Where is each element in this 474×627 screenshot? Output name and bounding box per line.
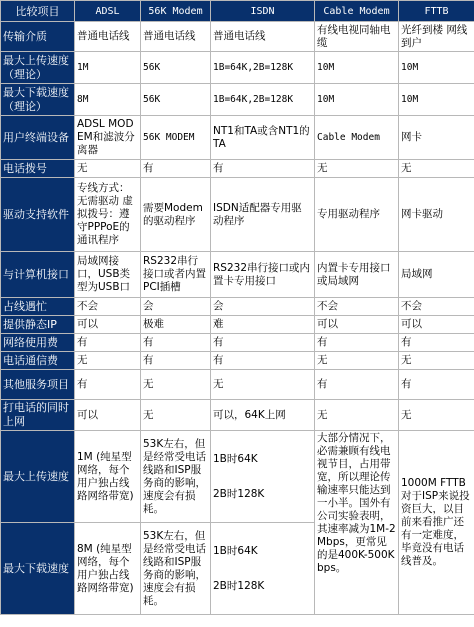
table-row: [1, 298, 474, 316]
table-cell: 不会: [75, 298, 141, 316]
header-56k-modem: 56K Modem: [141, 1, 211, 22]
header-row: [1, 1, 474, 22]
table-cell: 专用驱动程序: [315, 178, 399, 252]
table-cell: 56K: [141, 52, 211, 84]
row-label: 与计算机接口: [1, 252, 75, 298]
table-cell: RS232串行接口或内置卡专用接口: [211, 252, 315, 298]
table-row: [1, 352, 474, 370]
table-cell: 网卡驱动: [399, 178, 474, 252]
table-cell: 53K左右，但是经常受电话线路和ISP服务商的影响，速度会有损耗。: [141, 431, 211, 523]
table-cell: 可以: [399, 316, 474, 334]
table-row: [1, 252, 474, 298]
table-cell: 有: [141, 334, 211, 352]
table-cell: ADSL MODEM和滤波分离器: [75, 116, 141, 160]
table-row: [1, 52, 474, 84]
table-cell: 网卡: [399, 116, 474, 160]
row-label: 电话拨号: [1, 160, 75, 178]
table-cell: 10M: [315, 84, 399, 116]
table-cell: 可以，64K上网: [211, 400, 315, 431]
table-cell: 8M: [75, 84, 141, 116]
table-cell: 有: [75, 370, 141, 400]
isdn-download-2b: 2B时128K: [213, 579, 265, 592]
table-cell: 有: [211, 352, 315, 370]
table-cell: 8M (纯星型网络，每个用户独占线路网络带宽): [75, 523, 141, 615]
table-cell: 无: [141, 400, 211, 431]
table-cell: 无: [399, 160, 474, 178]
fttb-speed-note: 1000M FTTB对于ISP来说投资巨大，以目前来看推广还有一定难度，毕竟没有电话线普及。: [399, 431, 474, 615]
table-cell: [211, 523, 315, 615]
table-row: [1, 370, 474, 400]
table-cell: 普通电话线: [141, 22, 211, 52]
table-cell: 10M: [399, 84, 474, 116]
table-cell: 1M: [75, 52, 141, 84]
table-cell: 1B=64K,2B=128K: [211, 52, 315, 84]
table-row: [1, 84, 474, 116]
row-label: 占线遇忙: [1, 298, 75, 316]
header-cable-modem: Cable Modem: [315, 1, 399, 22]
table-cell: 不会: [315, 298, 399, 316]
table-cell: 10M: [315, 52, 399, 84]
table-cell: 无: [399, 400, 474, 431]
table-cell: 局域网接口，USB类型为USB口: [75, 252, 141, 298]
row-label: 驱动支持软件: [1, 178, 75, 252]
table-cell: 无: [141, 370, 211, 400]
table-cell: 难: [211, 316, 315, 334]
cable-modem-speed-note: 大部分情况下，必需兼顾有线电视节目，占用带宽，所以理论传输速率只能达到一小半。国外有公司实验表明，其速率减为1M-2Mbps，更常见的是400K-500Kbps。: [315, 431, 399, 615]
header-isdn: ISDN: [211, 1, 315, 22]
table-row: [1, 400, 474, 431]
header-item: 比较项目: [1, 1, 75, 22]
table-cell: 有线电视同轴电缆: [315, 22, 399, 52]
table-cell: 会: [211, 298, 315, 316]
row-label: 最大上传速度（理论）: [1, 52, 75, 84]
header-adsl: ADSL: [75, 1, 141, 22]
table-row: [1, 22, 474, 52]
table-cell: 56K: [141, 84, 211, 116]
table-row: [1, 116, 474, 160]
table-cell: RS232串行接口或者内置PCI插槽: [141, 252, 211, 298]
table-cell: 有: [141, 352, 211, 370]
table-cell: 内置卡专用接口或局域网: [315, 252, 399, 298]
table-cell: 可以: [75, 400, 141, 431]
table-cell: 无: [315, 352, 399, 370]
table-cell: NT1和TA或含NT1的TA: [211, 116, 315, 160]
table-cell: 56K MODEM: [141, 116, 211, 160]
row-label: 最大上传速度: [1, 431, 75, 523]
table-cell: 可以: [315, 316, 399, 334]
row-label: 其他服务项目: [1, 370, 75, 400]
row-label: 最大下载速度: [1, 523, 75, 615]
table-cell: 有: [315, 370, 399, 400]
table-cell: 10M: [399, 52, 474, 84]
row-label: 传输介质: [1, 22, 75, 52]
row-label: 最大下载速度（理论）: [1, 84, 75, 116]
table-cell: 无: [315, 400, 399, 431]
table-cell: 光纤到楼 网线到户: [399, 22, 474, 52]
row-label: 用户终端设备: [1, 116, 75, 160]
table-cell: 有: [211, 160, 315, 178]
row-label: 提供静态IP: [1, 316, 75, 334]
table-cell: [211, 431, 315, 523]
table-cell: 有: [211, 334, 315, 352]
table-cell: 极难: [141, 316, 211, 334]
isdn-upload-1b: 1B时64K: [213, 452, 258, 465]
table-cell: 有: [315, 334, 399, 352]
header-fttb: FTTB: [399, 1, 474, 22]
table-cell: 无: [399, 352, 474, 370]
table-cell: 无: [315, 160, 399, 178]
table-cell: 1M (纯星型网络，每个用户独占线路网络带宽): [75, 431, 141, 523]
table-cell: 53K左右，但是经常受电话线路和ISP服务商的影响，速度会有损耗。: [141, 523, 211, 615]
table-cell: 有: [141, 160, 211, 178]
table-cell: 有: [399, 334, 474, 352]
table-cell: Cable Modem: [315, 116, 399, 160]
row-label: 电话通信费: [1, 352, 75, 370]
table-cell: 有: [399, 370, 474, 400]
table-cell: 普通电话线: [75, 22, 141, 52]
table-cell: 1B=64K,2B=128K: [211, 84, 315, 116]
row-label: 网络使用费: [1, 334, 75, 352]
table-row: [1, 334, 474, 352]
table-cell: 无: [75, 160, 141, 178]
table-cell: 专线方式：无需驱动 虚拟拨号：遵守PPPoE的通讯程序: [75, 178, 141, 252]
isdn-upload-2b: 2B时128K: [213, 487, 265, 500]
table-cell: 无: [211, 370, 315, 400]
table-cell: 普通电话线: [211, 22, 315, 52]
table-row: [1, 431, 474, 523]
table-row: [1, 160, 474, 178]
table-cell: 有: [75, 334, 141, 352]
table-row: [1, 316, 474, 334]
table-cell: 会: [141, 298, 211, 316]
table-cell: 不会: [399, 298, 474, 316]
table-cell: 无: [75, 352, 141, 370]
table-row: [1, 178, 474, 252]
table-cell: 可以: [75, 316, 141, 334]
table-cell: 需要Modem的驱动程序: [141, 178, 211, 252]
table-cell: ISDN适配器专用驱动程序: [211, 178, 315, 252]
isdn-download-1b: 1B时64K: [213, 544, 258, 557]
row-label: 打电话的同时上网: [1, 400, 75, 431]
table-cell: 局域网: [399, 252, 474, 298]
